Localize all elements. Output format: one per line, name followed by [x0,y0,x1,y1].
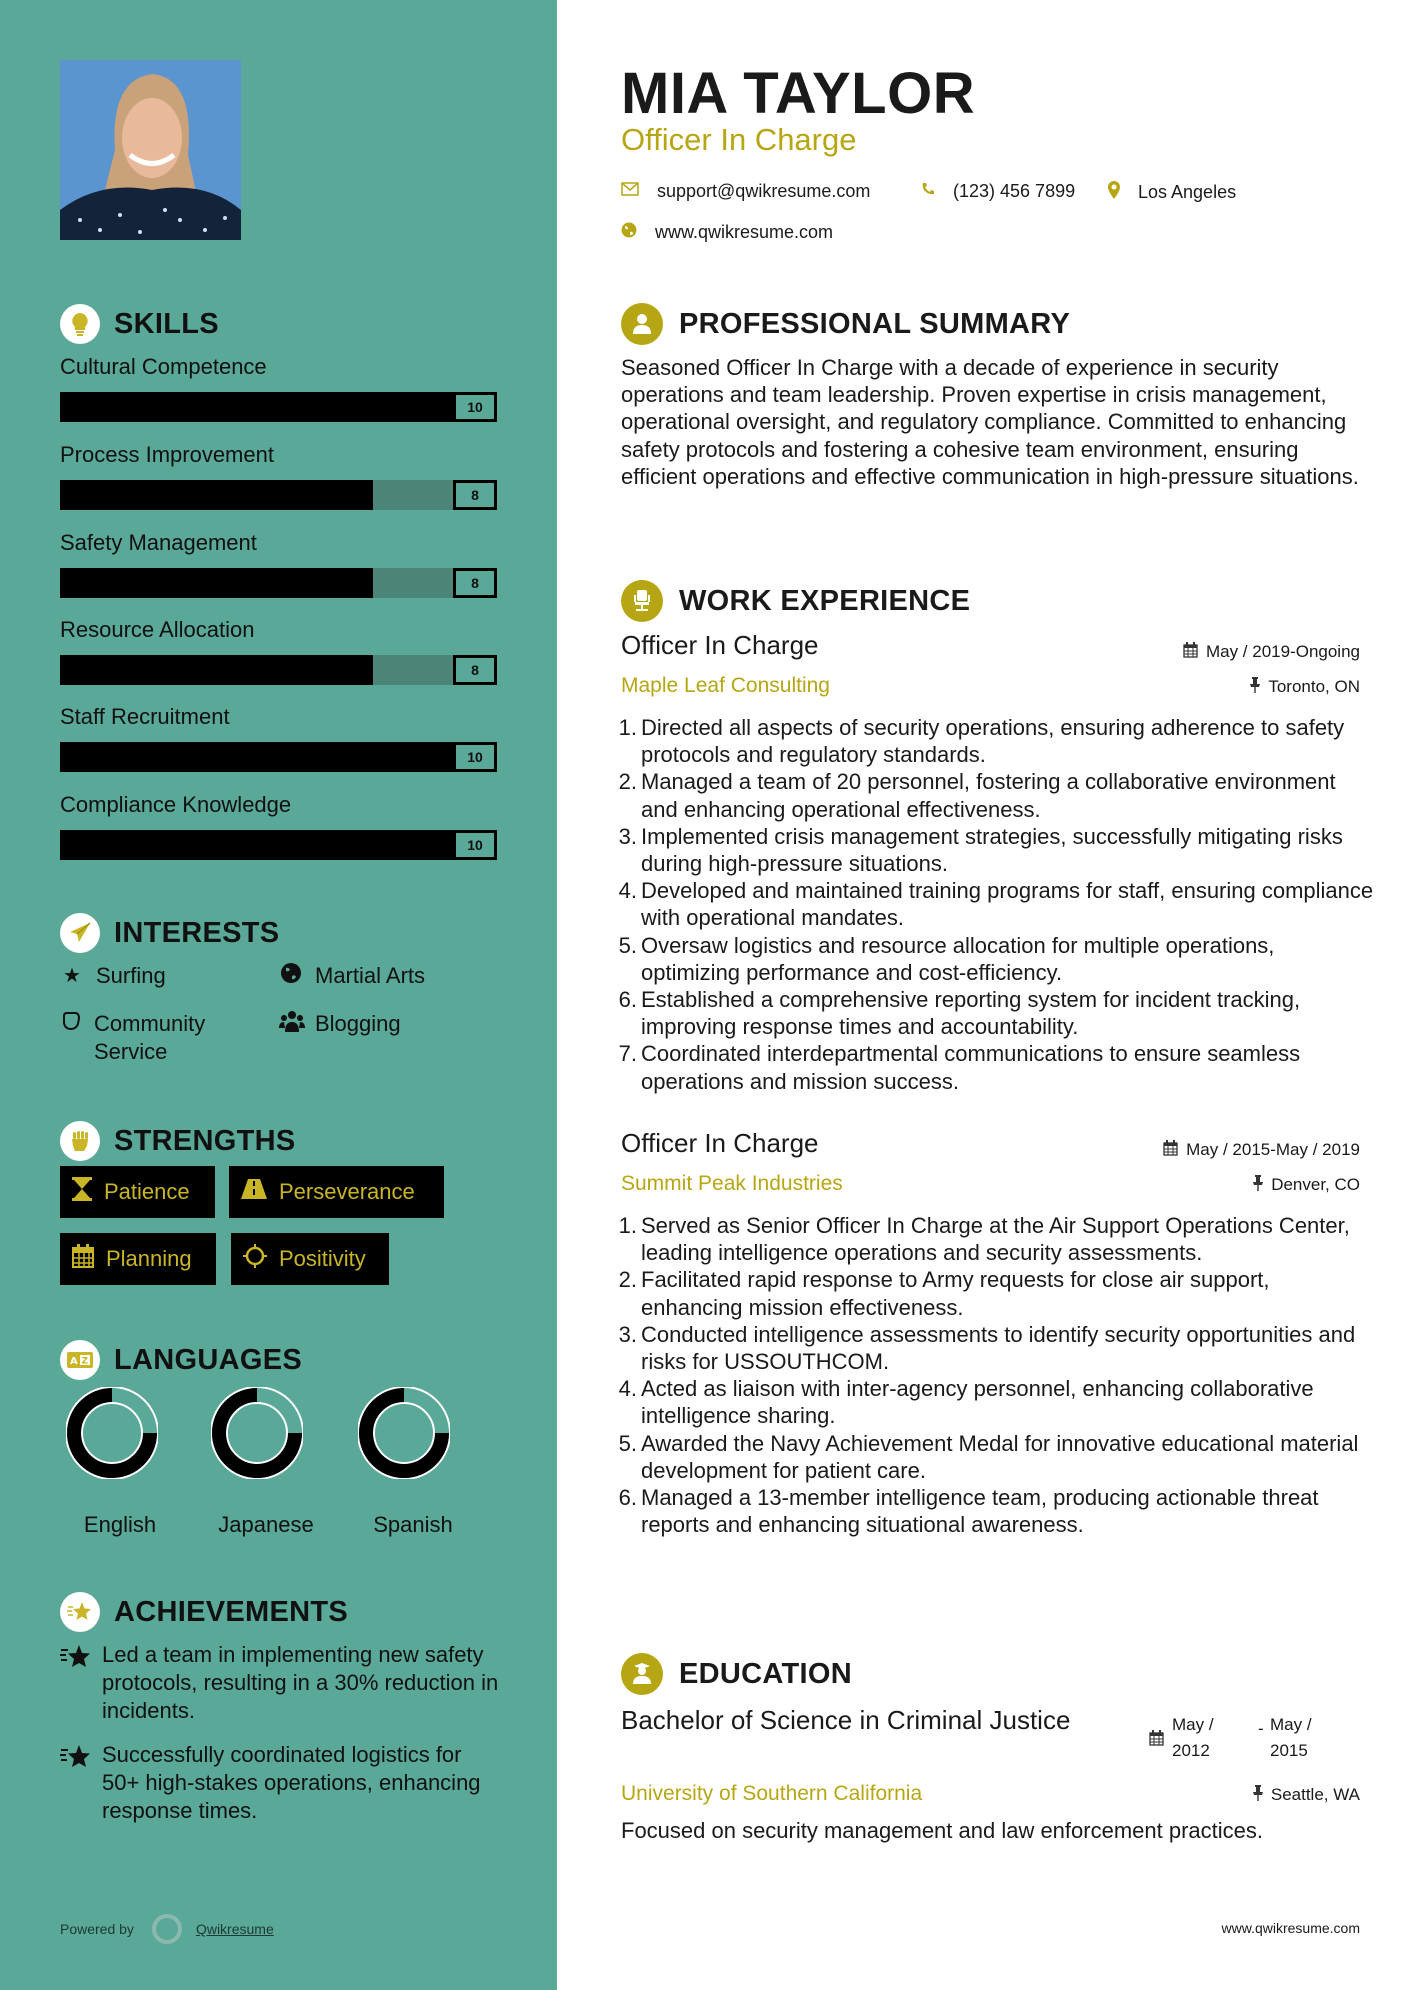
candidate-name: MIA TAYLOR [621,61,976,126]
list-item: 1. Directed all aspects of security operations, ensuring adherence to safety protocols and regulatory standards. [618,715,1345,768]
language-donut-english [66,1387,158,1479]
job-company: Maple Leaf Consulting [621,674,830,697]
globe-icon [621,222,637,243]
skill-level-badge: 8 [453,480,497,510]
list-item: 3. Implemented crisis management strategies, successfully mitigating risks during high-pressure situations. [618,823,1343,877]
list-item: 5. Oversaw logistics and resource allocation for multiple operations, optimizing performance and cost-efficiency. [618,932,1275,985]
skill-label: Compliance Knowledge [60,792,292,817]
users-icon [279,1010,303,1042]
profile-photo [60,60,241,240]
star-icon: ★ [63,965,81,987]
skill-label: Cultural Competence [60,354,267,379]
paper-plane-icon [60,913,100,953]
map-pin-icon [1108,181,1120,204]
envelope-icon [621,182,639,201]
interest-item: Blogging [279,1010,401,1042]
skill-bar [60,655,497,685]
degree-title: Bachelor of Science in Criminal Justice [621,1705,1071,1735]
language-label: Spanish [373,1512,453,1537]
sun-icon [243,1244,267,1274]
education-location: Seattle, WA [1253,1785,1360,1805]
skill-label: Process Improvement [60,442,274,467]
interest-item: Martial Arts [279,962,425,992]
skill-bar [60,830,497,860]
education-title: EDUCATION [679,1657,852,1690]
translate-icon [60,1340,100,1380]
pushpin-icon [1253,1175,1263,1195]
interests-heading [60,912,279,954]
list-item: 1. Served as Senior Officer In Charge at the Air Support Operations Center, leading intelligence operations and security assessments. [618,1213,1350,1266]
powered-by: Powered by Qwikresume [60,1914,274,1944]
strength-chip: Perseverance [229,1166,444,1218]
skill-label: Resource Allocation [60,617,255,642]
school-name: University of Southern California [621,1782,923,1805]
skill-bar [60,392,497,422]
lightbulb-icon [60,304,100,344]
graduate-icon [621,1653,663,1695]
achievement-item: Led a team in implementing new safety protocols, resulting in a 30% reduction in incidents. [60,1641,500,1725]
interest-item: Community Service [60,1010,260,1066]
education-heading [621,1653,852,1695]
job-company: Summit Peak Industries [621,1172,843,1195]
calendar-icon [1163,1140,1178,1160]
star-award-icon [60,1641,92,1725]
language-donut-spanish [358,1387,450,1479]
strength-chip: Planning [60,1233,216,1285]
skill-bar-fill [60,830,497,860]
strength-chip: Patience [60,1166,215,1218]
interests-title: INTERESTS [114,916,280,949]
contact-phone: (123) 456 7899 [921,181,1075,202]
list-item: 6. Established a comprehensive reporting system for incident tracking, improving response times and accountability. [618,987,1301,1040]
skill-label: Staff Recruitment [60,704,230,729]
job-title: Officer In Charge [621,1128,819,1158]
achievements-heading [60,1591,348,1633]
job-dates: May / 2015-May / 2019 [1163,1140,1360,1160]
skill-bar-fill [60,655,373,685]
phone-icon [921,182,935,201]
language-label: English [83,1512,157,1537]
user-icon [621,303,663,345]
calendar-icon [1183,642,1198,662]
experience-heading [621,580,970,622]
list-item: 6. Managed a 13-member intelligence team, producing actionable threat reports and enhancing situational awareness. [618,1485,1319,1538]
calendar-icon [1149,1712,1164,1764]
education-description: Focused on security management and law enforcement practices. [621,1818,1263,1843]
globe-icon [279,962,303,992]
summary-text: Seasoned Officer In Charge with a decade of experience in security operations and team leadership. Proven expertise in crisis management, operational oversight, and regulatory compliance. Committed to enhancing safety protocols and fostering a cohesive team environment, ensuring efficient operations and effective communication in high-pressure situations. [621,355,1359,489]
strengths-heading [60,1120,296,1162]
summary-title: PROFESSIONAL SUMMARY [679,307,1071,340]
language-label: Japanese [218,1512,314,1537]
sidebar [0,0,557,1990]
job-dates: May / 2019-Ongoing [1183,642,1360,662]
pushpin-icon [1253,1785,1263,1805]
calendar-icon [72,1244,94,1274]
candidate-title: Officer In Charge [621,122,857,157]
skill-bar-fill [60,480,373,510]
job-location: Denver, CO [1253,1175,1360,1195]
contact-email: support@qwikresume.com [621,181,870,202]
skill-level-badge: 10 [453,392,497,422]
skill-label: Safety Management [60,530,257,555]
skill-level-badge: 10 [453,742,497,772]
qwikresume-logo-icon [152,1914,182,1944]
list-item: 3. Conducted intelligence assessments to identify security opportunities and risks for USSOUTHCOM. [618,1321,1356,1375]
summary-heading [621,303,1070,345]
list-item: 5. Awarded the Navy Achievement Medal for innovative educational material development for patient care. [618,1430,1359,1483]
hourglass-icon [72,1177,92,1207]
list-item: 4. Acted as liaison with inter-agency personnel, enhancing collaborative intelligence sharing. [618,1376,1314,1429]
skill-level-badge: 10 [453,830,497,860]
road-icon [241,1179,267,1205]
experience-title: WORK EXPERIENCE [679,584,971,617]
hand-icon [60,1010,82,1040]
contact-website: www.qwikresume.com [621,222,833,243]
education-dates: May / 2012 - May / 2015 [1149,1712,1326,1764]
language-donut-japanese [211,1387,303,1479]
achievements-title: ACHIEVEMENTS [114,1595,349,1628]
office-chair-icon [621,580,663,622]
strength-chip: Positivity [231,1233,389,1285]
skill-bar [60,480,497,510]
star-award-icon [60,1741,92,1825]
job-location: Toronto, ON [1250,677,1360,697]
list-item: 2. Facilitated rapid response to Army requests for close air support, enhancing mission effectiveness. [618,1267,1270,1320]
languages-heading [60,1339,302,1381]
footer-website-link[interactable]: www.qwikresume.com [1221,1920,1360,1936]
list-item: 4. Developed and maintained training programs for staff, ensuring compliance with operational mandates. [618,878,1374,931]
skill-bar-fill [60,742,497,772]
job-bullets [615,714,1375,1095]
interest-item: ★ Surfing [60,962,166,990]
pushpin-icon [1250,677,1260,697]
job-bullets [615,1212,1375,1538]
fist-icon [60,1121,100,1161]
skill-bar [60,568,497,598]
svg-text:Z: Z [81,1356,89,1367]
svg-text:A: A [70,1356,78,1367]
main-content [557,0,1407,1990]
list-item: 7. Coordinated interdepartmental communications to ensure seamless operations and mission success. [618,1041,1301,1094]
skills-title: SKILLS [114,307,219,340]
achievement-item: Successfully coordinated logistics for 50+ high-stakes operations, enhancing response times. [60,1741,500,1825]
skill-bar-fill [60,392,497,422]
languages-title: LANGUAGES [114,1343,302,1376]
skill-bar [60,742,497,772]
skill-level-badge: 8 [453,655,497,685]
star-award-icon [60,1592,100,1632]
skill-bar-fill [60,568,373,598]
skill-level-badge: 8 [453,568,497,598]
contact-location: Los Angeles [1108,181,1236,204]
job-title: Officer In Charge [621,630,819,660]
qwikresume-link[interactable]: Qwikresume [195,1921,274,1937]
list-item: 2. Managed a team of 20 personnel, fostering a collaborative environment and enhancing operational effectiveness. [618,769,1336,822]
strengths-title: STRENGTHS [114,1124,296,1157]
skills-heading [60,303,219,345]
